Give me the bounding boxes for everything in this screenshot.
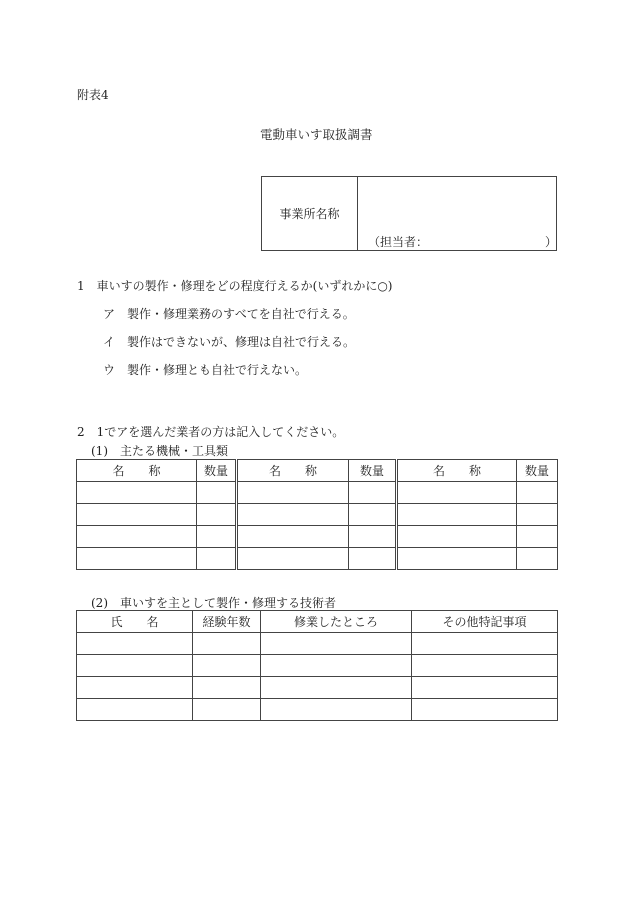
table-cell[interactable] bbox=[193, 655, 261, 677]
table-cell[interactable] bbox=[397, 548, 517, 570]
machinery-table bbox=[76, 459, 558, 570]
table-cell[interactable] bbox=[237, 482, 349, 504]
header-name: 名 称 bbox=[77, 460, 197, 482]
table-cell[interactable] bbox=[237, 526, 349, 548]
table-header-row bbox=[77, 611, 558, 633]
table-cell[interactable] bbox=[412, 677, 558, 699]
table-cell[interactable] bbox=[197, 482, 237, 504]
document-title: 電動車いす取扱調書 bbox=[260, 127, 373, 142]
table-cell[interactable] bbox=[397, 504, 517, 526]
table-row bbox=[77, 482, 558, 504]
header-other-notes: その他特記事項 bbox=[412, 611, 558, 633]
table-cell[interactable] bbox=[412, 655, 558, 677]
table-row bbox=[77, 504, 558, 526]
office-box bbox=[261, 176, 557, 251]
table-cell[interactable] bbox=[197, 548, 237, 570]
option-a: ア 製作・修理業務のすべてを自社で行える。 bbox=[103, 307, 355, 321]
table-cell[interactable] bbox=[349, 482, 397, 504]
table-cell[interactable] bbox=[517, 482, 558, 504]
table-row bbox=[77, 699, 558, 721]
technician-table bbox=[76, 610, 558, 721]
table-cell[interactable] bbox=[193, 633, 261, 655]
table-cell[interactable] bbox=[237, 548, 349, 570]
header-quantity: 数量 bbox=[197, 460, 237, 482]
table-cell[interactable] bbox=[193, 677, 261, 699]
header-name: 名 称 bbox=[237, 460, 349, 482]
table-cell[interactable] bbox=[261, 655, 412, 677]
question-1: 1 車いすの製作・修理をどの程度行えるか(いずれかに○) bbox=[77, 279, 393, 293]
table-cell[interactable] bbox=[261, 633, 412, 655]
header-name: 名 称 bbox=[397, 460, 517, 482]
table-cell[interactable] bbox=[412, 699, 558, 721]
table-cell[interactable] bbox=[77, 526, 197, 548]
table-cell[interactable] bbox=[349, 526, 397, 548]
appendix-label: 附表4 bbox=[77, 88, 109, 102]
table-row bbox=[77, 655, 558, 677]
table-cell[interactable] bbox=[412, 633, 558, 655]
header-quantity: 数量 bbox=[517, 460, 558, 482]
table-cell[interactable] bbox=[261, 677, 412, 699]
table-cell[interactable] bbox=[193, 699, 261, 721]
table-cell[interactable] bbox=[77, 655, 193, 677]
table-cell[interactable] bbox=[77, 633, 193, 655]
table-cell[interactable] bbox=[397, 526, 517, 548]
table-cell[interactable] bbox=[197, 526, 237, 548]
option-i: イ 製作はできないが、修理は自社で行える。 bbox=[103, 335, 356, 349]
table-cell[interactable] bbox=[517, 504, 558, 526]
table-cell[interactable] bbox=[77, 677, 193, 699]
table-cell[interactable] bbox=[261, 699, 412, 721]
table-row bbox=[77, 677, 558, 699]
header-experience-years: 経験年数 bbox=[193, 611, 261, 633]
table-cell[interactable] bbox=[397, 482, 517, 504]
office-name-label: 事業所名称 bbox=[262, 177, 358, 250]
table-cell[interactable] bbox=[517, 548, 558, 570]
table-row bbox=[77, 526, 558, 548]
header-training-place: 修業したところ bbox=[261, 611, 412, 633]
table-cell[interactable] bbox=[77, 699, 193, 721]
table-cell[interactable] bbox=[77, 504, 197, 526]
contact-person-label: （担当者： bbox=[368, 235, 429, 249]
table-cell[interactable] bbox=[77, 482, 197, 504]
table-cell[interactable] bbox=[349, 504, 397, 526]
header-quantity: 数量 bbox=[349, 460, 397, 482]
table-cell[interactable] bbox=[237, 504, 349, 526]
table-row bbox=[77, 548, 558, 570]
question-2: 2 1でアを選んだ業者の方は記入してください。 bbox=[77, 425, 345, 439]
contact-person-close: ） bbox=[545, 235, 558, 249]
table-row bbox=[77, 633, 558, 655]
table-cell[interactable] bbox=[517, 526, 558, 548]
header-full-name: 氏 名 bbox=[77, 611, 193, 633]
subsection-1-title: (1) 主たる機械・工具類 bbox=[91, 444, 228, 458]
table-cell[interactable] bbox=[77, 548, 197, 570]
table-cell[interactable] bbox=[197, 504, 237, 526]
option-u: ウ 製作・修理とも自社で行えない。 bbox=[103, 363, 308, 377]
table-header-row bbox=[77, 460, 558, 482]
subsection-2-title: (2) 車いすを主として製作・修理する技術者 bbox=[91, 596, 336, 610]
table-cell[interactable] bbox=[349, 548, 397, 570]
